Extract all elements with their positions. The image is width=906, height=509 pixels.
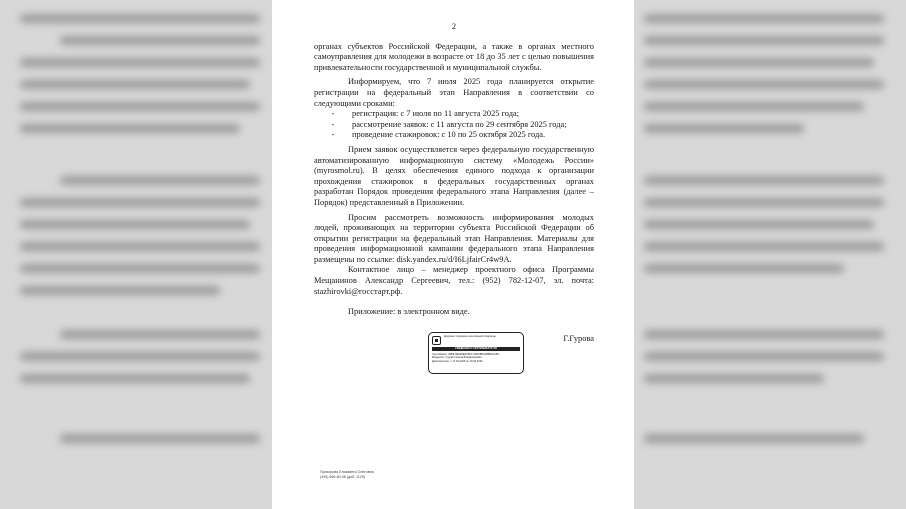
document-body	[314, 0, 594, 382]
executor-footer	[320, 470, 374, 480]
paragraph: органах субъектов Российской Федерации, а также в органах местного самоуправления для молодежи в возрасте от 18 до 35 лет с целью повышения привлекательности государственной и муниципальной службы.	[314, 41, 594, 72]
page-number: 2	[451, 22, 457, 31]
paragraph: Контактное лицо – менеджер проектного офиса Программы Мещанинов Александр Сергеевич, тел.: (952) 782-12-07, эл. почта: stazhirovki@госстарт.рф.	[314, 265, 594, 296]
executor-name: Прохорова Елизавета Олеговна	[320, 470, 374, 474]
executor-phone: (495) 668-80-08 (доб. 1125)	[320, 475, 366, 479]
paragraph: Просим рассмотреть возможность информирования молодых людей, проживающих на территории субъекта Российской Федерации об открытии регистрации на федеральный этап Направления. Материалы для проведения информационной кампании федерального этапа Направления размещены по ссылке: disk.yandex.ru/d/I6LjfairCr4w9A.	[314, 212, 594, 264]
signature-block	[314, 332, 594, 382]
paragraph: Прием заявок осуществляется через федеральную государственную автоматизированную информационную систему «Молодежь России» (myrosmol.ru). В целях обеспечения единого подхода к организации прохождения стажировок в федеральных государственных органах разработан Порядок проведения федерального этапа Направления (далее – Порядок) представленный в Приложении.	[314, 144, 594, 207]
document-page	[272, 0, 634, 509]
electronic-signature-stamp: Документ подписан электронной подписью СВЕДЕНИЯ О СЕРТИФИКАТЕ ЭП Сертификат: 00BE 8E6F8E5C80C 0DF6BDA98BF6A4B1 Владелец: Гурова Галина Владимировна Действителен: с 17.03.2025 по 10.06.2026	[428, 332, 524, 374]
schedule-list	[314, 109, 594, 141]
attachment-note: Приложение: в электронном виде.	[348, 307, 470, 317]
emblem-icon	[432, 336, 441, 345]
paragraph: Информируем, что 7 июля 2025 года планируется открытие регистрации на федеральный этап Направления в соответствии со следующими сроками:	[314, 77, 594, 108]
blurred-background-left	[0, 0, 272, 509]
list-item: - проведение стажировок: с 10 по 25 октября 2025 года.	[331, 130, 546, 140]
list-item: - регистрация: с 7 июля по 11 августа 2025 года;	[331, 109, 520, 119]
signer-name: Г.Гурова	[563, 333, 594, 343]
list-item: - рассмотрение заявок: с 11 августа по 29 сентября 2025 года;	[331, 119, 567, 129]
blurred-background-right	[634, 0, 906, 509]
